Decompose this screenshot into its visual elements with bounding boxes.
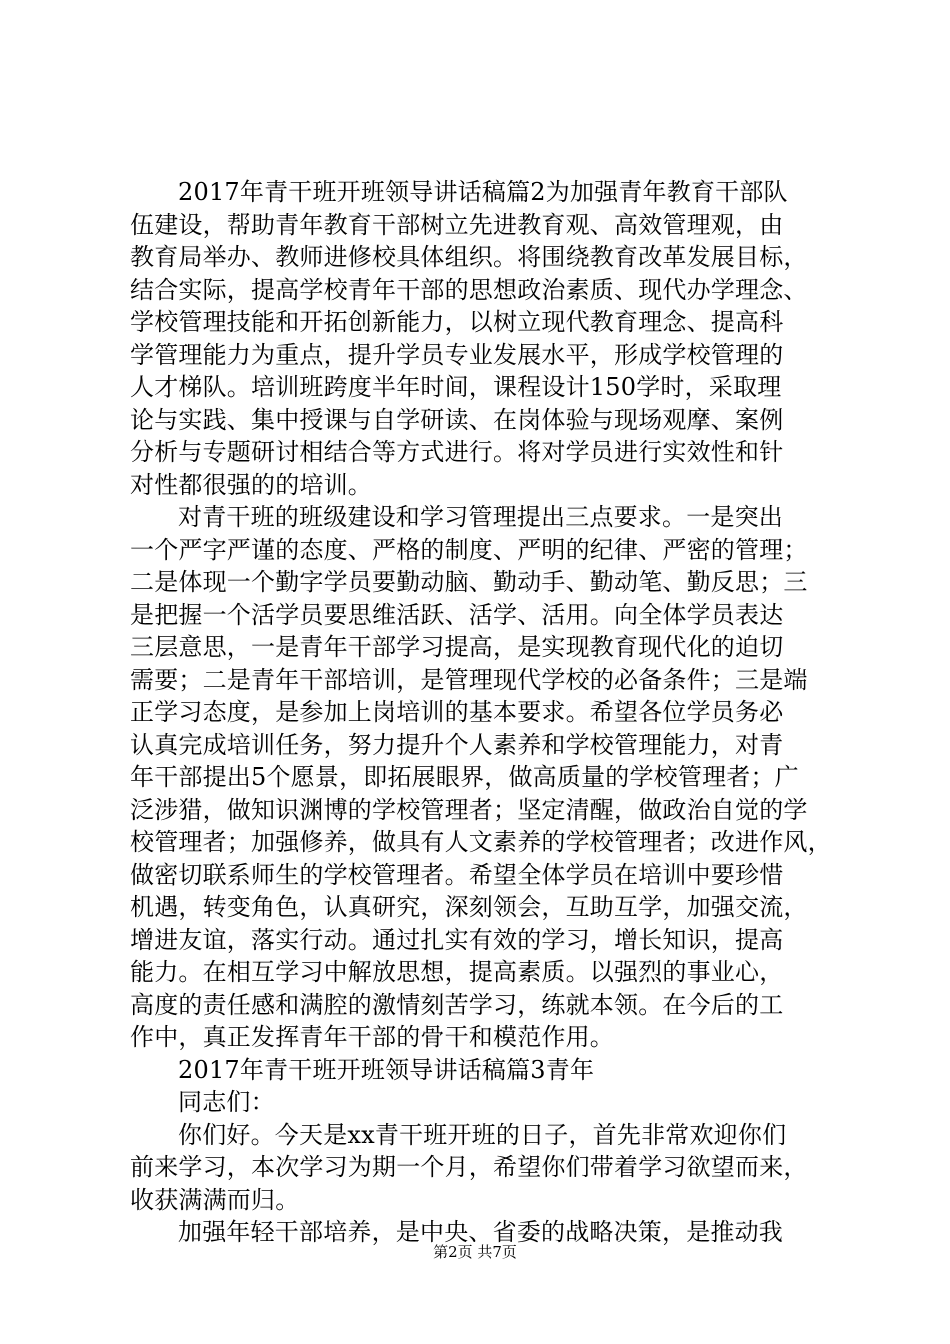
paragraph-line: 需要；二是青年干部培训，是管理现代学校的必备条件；三是端 bbox=[130, 665, 808, 694]
paragraph-line: 高度的责任感和满腔的激情刻苦学习，练就本领。在今后的工 bbox=[130, 990, 784, 1019]
paragraph-line: 论与实践、集中授课与自学研读、在岗体验与现场观摩、案例 bbox=[130, 405, 784, 434]
page-number-label: 第2页 共7页 bbox=[433, 1243, 517, 1261]
paragraph-line: 正学习态度，是参加上岗培训的基本要求。希望各位学员务必 bbox=[130, 698, 784, 726]
paragraph-line: 增进友谊，落实行动。通过扎实有效的学习，增长知识，提高 bbox=[130, 925, 784, 954]
paragraph-line: 年干部提出5个愿景，即拓展眼界，做高质量的学校管理者；广 bbox=[130, 763, 799, 791]
paragraph-line: 加强年轻干部培养，是中央、省委的战略决策，是推动我 bbox=[178, 1218, 783, 1246]
document-body bbox=[130, 176, 830, 1249]
section-heading-line: 2017年青干班开班领导讲话稿篇3青年 bbox=[178, 1055, 595, 1084]
paragraph-line: 认真完成培训任务，努力提升个人素养和学校管理能力，对青 bbox=[130, 730, 784, 759]
paragraph-line: 作中，真正发挥青年干部的骨干和模范作用。 bbox=[130, 1023, 614, 1051]
paragraph-line: 前来学习，本次学习为期一个月，希望你们带着学习欲望而来， bbox=[130, 1153, 808, 1181]
paragraph-line: 伍建设，帮助青年教育干部树立先进教育观、高效管理观，由 bbox=[130, 210, 784, 239]
paragraph-line: 收获满满而归。 bbox=[130, 1185, 300, 1214]
paragraph-line: 学管理能力为重点，提升学员专业发展水平，形成学校管理的 bbox=[130, 340, 784, 369]
paragraph-line: 二是体现一个勤字学员要勤动脑、勤动手、勤动笔、勤反思；三 bbox=[130, 568, 808, 596]
paragraph-line: 一个严字严谨的态度、严格的制度、严明的纪律、严密的管理； bbox=[130, 535, 808, 564]
salutation-line: 同志们： bbox=[178, 1088, 275, 1116]
paragraph-line: 对青干班的班级建设和学习管理提出三点要求。一是突出 bbox=[178, 503, 783, 531]
paragraph-line: 对性都很强的的培训。 bbox=[130, 470, 372, 499]
paragraph-line: 人才梯队。培训班跨度半年时间，课程设计150学时，采取理 bbox=[130, 373, 782, 401]
paragraph-line: 校管理者；加强修养，做具有人文素养的学校管理者；改进作风， bbox=[130, 828, 832, 856]
paragraph-line: 三层意思，一是青年干部学习提高，是实现教育现代化的迫切 bbox=[130, 633, 784, 661]
paragraph-line: 教育局举办、教师进修校具体组织。将围绕教育改革发展目标， bbox=[130, 243, 808, 271]
paragraph-line: 机遇，转变角色，认真研究，深刻领会，互助互学，加强交流， bbox=[130, 893, 808, 921]
paragraph-line: 能力。在相互学习中解放思想，提高素质。以强烈的事业心， bbox=[130, 958, 784, 986]
paragraph-line: 分析与专题研讨相结合等方式进行。将对学员进行实效性和针 bbox=[130, 438, 784, 466]
page-footer bbox=[0, 1242, 950, 1262]
paragraph-line: 2017年青干班开班领导讲话稿篇2为加强青年教育干部队 bbox=[178, 178, 788, 206]
paragraph-line: 泛涉猎，做知识渊博的学校管理者；坚定清醒，做政治自觉的学 bbox=[130, 795, 808, 824]
paragraph-line: 做密切联系师生的学校管理者。希望全体学员在培训中要珍惜 bbox=[130, 860, 784, 889]
paragraph-line: 学校管理技能和开拓创新能力，以树立现代教育理念、提高科 bbox=[130, 308, 784, 336]
paragraph-line: 结合实际，提高学校青年干部的思想政治素质、现代办学理念、 bbox=[130, 275, 808, 304]
paragraph-line: 是把握一个活学员要思维活跃、活学、活用。向全体学员表达 bbox=[130, 600, 784, 629]
paragraph-line: 你们好。今天是xx青干班开班的日子，首先非常欢迎你们 bbox=[178, 1120, 787, 1149]
